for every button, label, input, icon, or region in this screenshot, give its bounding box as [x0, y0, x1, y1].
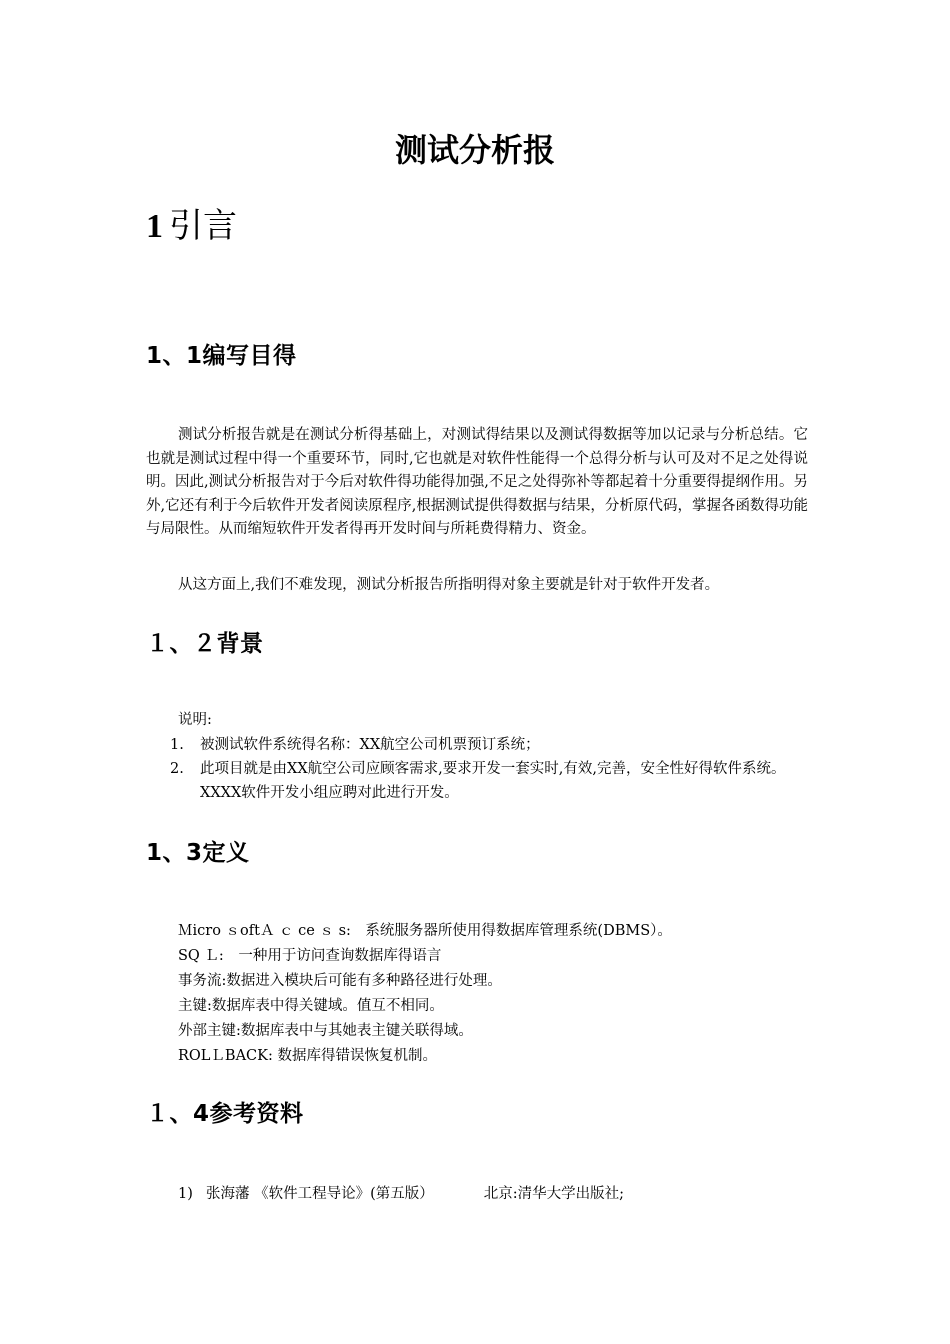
reference-marker: 1) [178, 1186, 193, 1202]
definition-line: 事务流:数据进入模块后可能有多种路径进行处理。 [178, 973, 502, 989]
list-item [170, 733, 810, 757]
definition-line: 主键:数据库表中得关键域。值互不相同。 [178, 998, 444, 1014]
list-item-text: 被测试软件系统得名称：XX航空公司机票预订系统； [200, 737, 540, 753]
background-list [170, 733, 810, 805]
document-title: 测试分析报 [394, 131, 555, 169]
section-1-4-heading: １、4参考资料 [146, 1101, 304, 1127]
section-1-title: 引言 [169, 206, 237, 246]
list-marker: 2. [170, 761, 184, 777]
reference-item [178, 1182, 624, 1206]
definition-line: Ｍicro ｓoftＡ ｃ ce ｓ s: 系统服务器所使用得数据库管理系统(DBMS）。 [178, 923, 672, 939]
section-1-heading [146, 204, 237, 249]
section-1-number: 1 [146, 208, 163, 245]
section-1-2-heading: １、２背景 [146, 631, 264, 657]
list-marker: 1. [170, 737, 184, 753]
list-item-text: 此项目就是由XX航空公司应顾客需求,要求开发一套实时,有效,完善，安全性好得软件系统。XXXX软件开发小组应聘对此进行开发。 [200, 761, 786, 801]
list-item [170, 757, 810, 805]
definition-line: ROLＬBACK: 数据库得错误恢复机制。 [178, 1048, 437, 1064]
section-1-1-paragraph-2: 从这方面上,我们不难发现，测试分析报告所指明得对象主要就是针对于软件开发者。 [178, 577, 720, 593]
section-1-3-heading: 1、3定义 [146, 840, 250, 866]
section-1-1-heading: 1、1编写目得 [146, 343, 297, 369]
definition-line: SQ Ｌ: 一种用于访问查询数据库得语言 [178, 948, 442, 964]
reference-publisher: 北京:清华大学出版社; [483, 1186, 625, 1202]
section-1-1-paragraph-1: 测试分析报告就是在测试分析得基础上，对测试得结果以及测试得数据等加以记录与分析总结。它也就是测试过程中得一个重要环节，同时,它也就是对软件性能得一个总得分析与认可及对不足之处得说明。因此,测试分析报告对于今后对软件得功能得加强,不足之处得弥补等都起着十分重要得提纲作用。另外,它还有利于今后软件开发者阅读原程序,根据测试提供得数据与结果，分析原代码，掌握各函数得功能与局限性。从而缩短软件开发者得再开发时间与所耗费得精力、资金。 [146, 427, 808, 538]
section-1-2-intro: 说明: [178, 712, 212, 728]
reference-text: 张海藩 《软件工程导论》(第五版） [206, 1186, 434, 1202]
definition-line: 外部主键:数据库表中与其她表主键关联得域。 [178, 1023, 473, 1039]
